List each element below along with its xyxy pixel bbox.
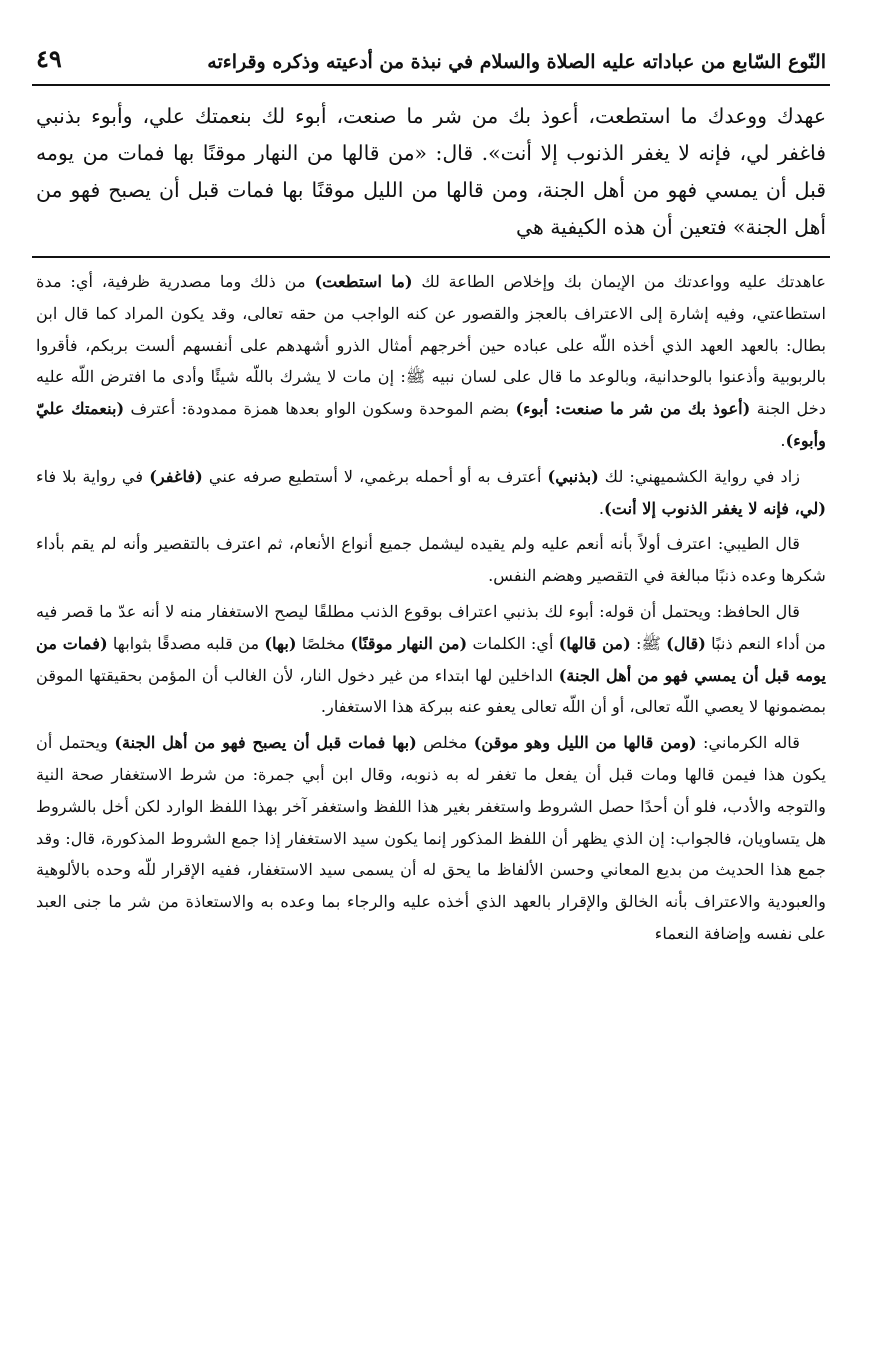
quoted-phrase: (بها فمات قبل أن يصبح فهو من أهل الجنة): [114, 733, 417, 753]
commentary-paragraph-2: زاد في رواية الكشميهني: لك (بذنبي) أعترف به أو أحمله برغمي، لا أستطيع صرفه عني (فاغفر) في رواية بلا فاء (لي، فإنه لا يغفر الذنوب إلا أنت).: [36, 466, 826, 518]
quoted-phrase: (أعوذ بك من شر ما صنعت: أبوء): [515, 399, 751, 419]
quoted-phrase: (بنعمتك عليّ وأبوء): [36, 399, 826, 450]
quoted-phrase: (ومن قالها من الليل وهو موقن): [473, 733, 697, 753]
commentary-paragraph-4: قال الحافظ: ويحتمل أن قوله: أبوء لك بذنبي اعتراف بوقوع الذنب مطلقًا ليصح الاستغفار منه لا أنه عدّ ما قصر فيه من أداء النعم ذنبًا (قال) ﷺ: (من قالها) أي: الكلمات (من النهار موقنًا) مخلصًا (بها) من قلبه مصدقًا بثوابها (فمات من يومه قبل أن يمسي فهو من أهل الجنة) الداخلين لها ابتداء من غير دخول النار، لأن الغالب أن المؤمن بحقيقتها الموقن بمضمونها لا يعصي اللّه تعالى، أو أن اللّه تعالى يعفو عنه ببركة هذا الاستغفار.: [36, 601, 826, 717]
hadith-text: عهدك ووعدك ما استطعت، أعوذ بك من شر ما صنعت، أبوء لك بنعمتك علي، وأبوء بذنبي فاغفر لي، فإنه لا يغفر الذنوب إلا أنت». قال: «من قالها من النهار موقنًا بها فمات من يومه قبل أن يمسي فهو من أهل الجنة، ومن قالها من الليل موقنًا بها فمات قبل أن يصبح فهو من أهل الجنة» فتعين أن هذه الكيفية هي: [36, 104, 826, 239]
document-page: [32, 30, 830, 1330]
commentary-paragraph-3: قال الطيبي: اعترف أولاً بأنه أنعم عليه ولم يقيده ليشمل جميع أنواع الأنعام، ثم اعترف بالتقصير وأنه لم يقم بأداء شكرها وعده ذنبًا مبالغة في التقصير وهضم النفس.: [36, 534, 826, 586]
quoted-phrase: (من النهار موقنًا): [350, 633, 468, 653]
commentary-paragraph-5: قاله الكرماني: (ومن قالها من الليل وهو موقن) مخلص (بها فمات قبل أن يصبح فهو من أهل الجنة) ويحتمل أن يكون هذا فيمن قالها ومات قبل أن يفعل ما تغفر له به ذنوبه، وقال ابن أبي جمرة: من شرط الاستغفار صحة النية والتوجه والأدب، فلو أن أحدًا حصل الشروط واستغفر بغير هذا اللفظ واستغفر آخر بهذا اللفظ الوارد لكن أخل بالشروط هل يتساويان، فالجواب: إن الذي يظهر أن اللفظ المذكور إنما يكون سيد الاستغفار إذا جمع الشروط المذكورة، قال: وقد جمع هذا الحديث من بديع المعاني وحسن الألفاظ ما يحق له أن يسمى سيد الاستغفار، ففيه الإقرار للّه وحده بالألوهية والعبودية والاعتراف بأنه الخالق والإقرار بالعهد الذي أخذه عليه والرجاء بما وعده به والاستعاذة من شر ما جنى العبد على نفسه وإضافة النعماء: [36, 733, 826, 943]
quoted-phrase: (ما استطعت): [314, 272, 413, 291]
quoted-phrase: (قال): [666, 633, 706, 653]
quoted-phrase: (بها): [264, 633, 297, 653]
quoted-phrase: (من قالها): [558, 633, 631, 653]
quoted-phrase: (لي، فإنه لا يغفر الذنوب إلا أنت): [604, 498, 826, 518]
quoted-phrase: (فمات من يومه قبل أن يمسي فهو من أهل الجنة): [36, 633, 826, 685]
page-header: [32, 30, 830, 76]
running-title: النّوع السّابع من عباداته عليه الصلاة والسلام في نبذة من أدعيته وذكره وقراءته: [207, 51, 826, 74]
commentary-separator: [32, 256, 830, 258]
quoted-phrase: (بذنبي): [547, 466, 599, 486]
commentary: [32, 266, 830, 950]
commentary-paragraph-1: عاهدتك عليه وواعدتك من الإيمان بك وإخلاص الطاعة لك (ما استطعت) من ذلك وما مصدرية ظرفية، أي: مدة استطاعتي، وفيه إشارة إلى الاعتراف بالعجز والقصور عن كنه الواجب من حقه تعالى، وقد يكون المراد كما قال ابن بطال: بالعهد العهد الذي أخذه اللّه على عباده حين أخرجهم أمثال الذرو أشهدهم على أنفسهم ألست بربكم، فأقروا بالربوبية وأذعنوا بالوحدانية، وبالوعد ما قال على لسان نبيه ﷺ: إن مات لا يشرك باللّه شيئًا وأدى ما افترض اللّه عليه دخل الجنة (أعوذ بك من شر ما صنعت: أبوء) بضم الموحدة وسكون الواو بعدها همزة ممدودة: أعترف (بنعمتك عليّ وأبوء).: [36, 272, 826, 450]
header-rule: [32, 84, 830, 86]
page-number: ٤٩: [36, 44, 62, 74]
quoted-phrase: (فاغفر): [149, 466, 203, 486]
